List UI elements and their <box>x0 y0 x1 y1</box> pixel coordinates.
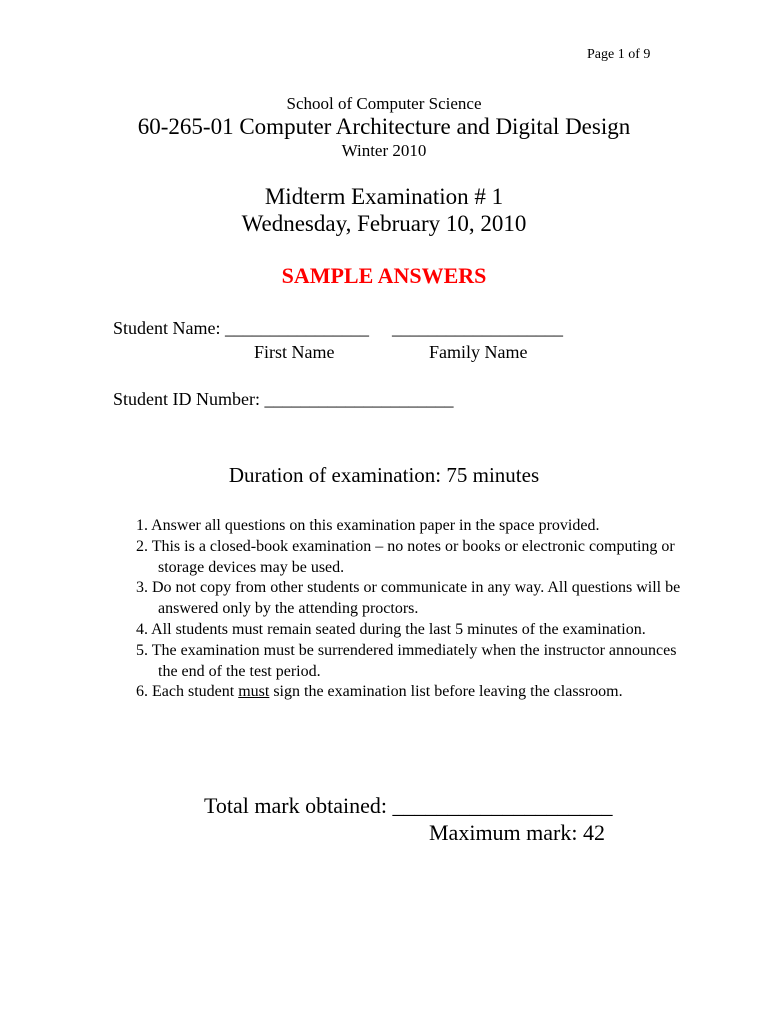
term: Winter 2010 <box>341 141 427 160</box>
student-id-blank: _____________________ <box>264 389 454 409</box>
student-name-row <box>113 318 563 339</box>
instruction-prefix: 6. Each student <box>136 683 239 701</box>
instruction-item: 5. The examination must be surrendered immediately when the instructor announces the end of the test period. <box>136 641 677 680</box>
instruction-item <box>136 682 696 703</box>
course-title: 60-265-01 Computer Architecture and Digital Design <box>137 114 631 139</box>
exam-date: Wednesday, February 10, 2010 <box>241 211 527 236</box>
school-name: School of Computer Science <box>286 94 482 113</box>
maximum-mark: Maximum mark: 42 <box>429 820 605 845</box>
family-name-blank: ___________________ <box>391 318 563 338</box>
exam-title: Midterm Examination # 1 <box>264 184 504 209</box>
exam-duration: Duration of examination: 75 minutes <box>228 463 540 487</box>
instruction-item: 1. Answer all questions on this examination paper in the space provided. <box>136 517 600 534</box>
sample-answers-heading: SAMPLE ANSWERS <box>281 263 487 288</box>
first-name-blank: ________________ <box>224 318 369 338</box>
instruction-item: 3. Do not copy from other students or communicate in any way. All questions will be answered only by the attending proctors. <box>136 579 681 618</box>
total-mark-label: Total mark obtained: <box>204 793 387 818</box>
instruction-item: 2. This is a closed-book examination – no notes or books or electronic computing or storage devices may be used. <box>136 537 675 576</box>
total-mark-blank: ____________________ <box>392 793 613 818</box>
total-mark-row <box>204 793 612 819</box>
student-name-label: Student Name: <box>113 318 221 338</box>
student-id-label: Student ID Number: <box>113 389 260 409</box>
instructions-list <box>136 516 696 703</box>
family-name-caption: Family Name <box>429 342 528 362</box>
student-id-row <box>113 389 453 410</box>
instruction-item: 4. All students must remain seated during the last 5 minutes of the examination. <box>136 620 646 638</box>
instruction-suffix: sign the examination list before leaving the classroom. <box>269 683 623 701</box>
page-number: Page 1 of 9 <box>587 47 651 62</box>
first-name-caption: First Name <box>254 342 335 362</box>
instruction-emphasis: must <box>238 683 270 701</box>
